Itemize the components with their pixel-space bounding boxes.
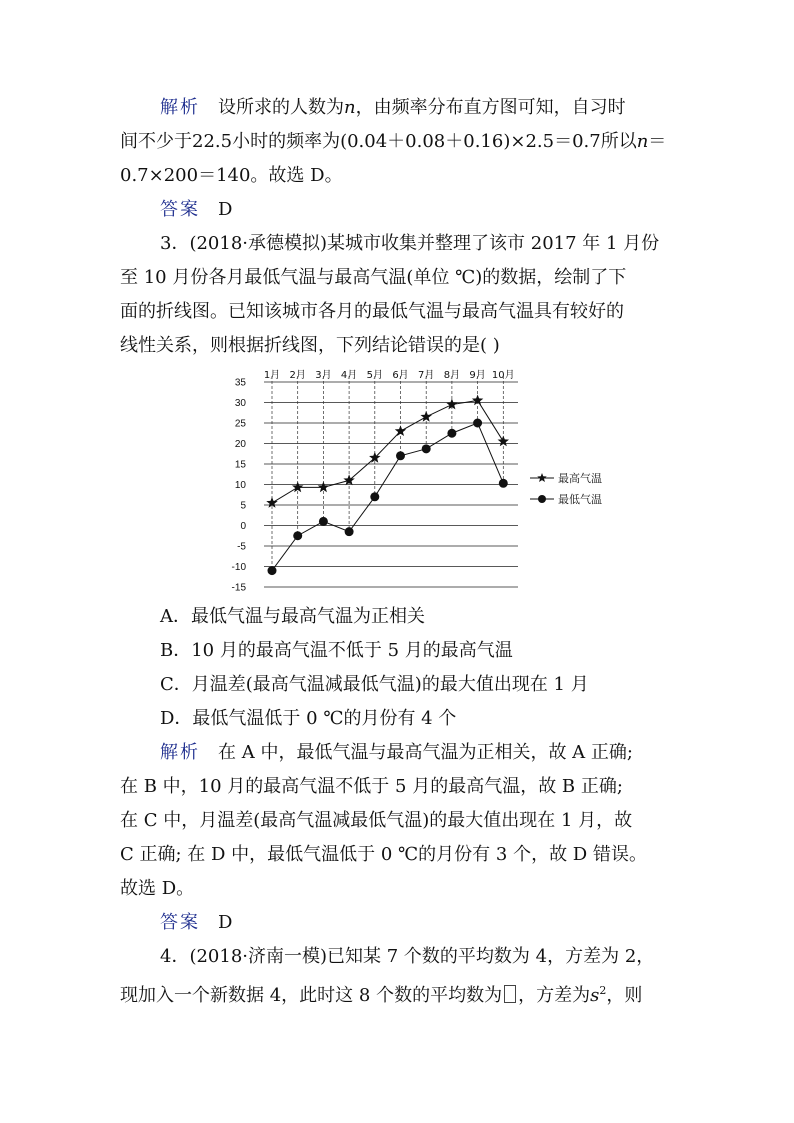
solution-paragraph-2-line-1 (160, 741, 633, 765)
solution-paragraph-1-line-3: 0.7×200＝140。故选 D。 (120, 165, 343, 186)
text: 间不少于22.5小时的频率为(0.04＋0.08＋0.16)×2.5＝0.7所以 (120, 131, 637, 152)
y-tick-label: 20 (234, 439, 246, 450)
solution-paragraph-2-line-2: 在 B 中，10 月的最高气温不低于 5 月的最高气温，故 B 正确; (120, 776, 623, 797)
x-tick-label: 8月 (443, 370, 461, 381)
min-temp-point (499, 479, 508, 488)
solution-paragraph-1-line-2 (120, 130, 666, 154)
answer-line-1 (160, 198, 232, 222)
legend-star-icon (537, 473, 547, 482)
y-tick-label: 5 (240, 500, 246, 512)
min-temp-point (293, 531, 302, 540)
max-temp-point (395, 425, 406, 436)
text: ，方差为 (518, 985, 591, 1006)
legend-circle-icon (538, 495, 546, 503)
answer-line-2 (160, 911, 232, 935)
answer-label: 答案 (160, 199, 200, 220)
x-tick-label: 2月 (289, 370, 306, 381)
min-temp-point (370, 492, 379, 501)
y-tick-label: 30 (234, 398, 246, 409)
answer-value: D (218, 912, 233, 933)
question-3-line-2: 至 10 月份各月最低气温与最高气温(单位 ℃)的数据，绘制了下 (120, 267, 627, 288)
solution-label: 解析 (160, 97, 200, 118)
answer-label: 答案 (160, 912, 200, 933)
question-3-line-1: 3．(2018·承德模拟)某城市收集并整理了该市 2017 年 1 月份 (160, 233, 660, 254)
solution-paragraph-1-line-1 (160, 96, 626, 120)
x-tick-label: 3月 (315, 370, 332, 381)
text: 在 A 中，最低气温与最高气温为正相关，故 A 正确; (218, 742, 633, 763)
option-d: D．最低气温低于 0 ℃的月份有 4 个 (160, 708, 457, 729)
question-4-line-2 (120, 979, 642, 1008)
legend-label-max: 最高气温 (558, 472, 602, 485)
min-temp-point (345, 527, 354, 536)
max-temp-point (420, 411, 431, 422)
min-temp-point (396, 451, 405, 460)
solution-label: 解析 (160, 742, 200, 763)
max-temp-point (498, 435, 509, 446)
min-temp-point (319, 517, 328, 526)
solution-paragraph-2-line-5: 故选 D。 (120, 878, 195, 899)
x-tick-label: 5月 (366, 370, 383, 381)
min-temp-point (473, 419, 482, 428)
y-tick-label: 0 (240, 521, 246, 532)
y-tick-label: -5 (237, 541, 246, 553)
blank-box (504, 985, 516, 1003)
y-tick-label: -10 (231, 562, 246, 573)
min-temp-point (447, 429, 456, 438)
option-a: A．最低气温与最高气温为正相关 (160, 606, 425, 627)
variable-n: n (636, 131, 649, 152)
temperature-line-chart (228, 366, 628, 596)
y-tick-label: 15 (234, 459, 246, 471)
variable-s: s (590, 985, 600, 1006)
y-tick-label: 35 (234, 377, 246, 389)
option-b: B．10 月的最高气温不低于 5 月的最高气温 (160, 640, 513, 661)
option-c: C．月温差(最高气温减最低气温)的最大值出现在 1 月 (160, 674, 589, 695)
question-3-line-3: 面的折线图。已知该城市各月的最低气温与最高气温具有较好的 (120, 301, 624, 322)
answer-value: D (218, 199, 233, 220)
min-temp-point (268, 566, 277, 575)
question-4-line-1: 4．(2018·济南一模)已知某 7 个数的平均数为 4，方差为 2， (160, 946, 655, 967)
x-tick-label: 6月 (392, 370, 409, 381)
x-tick-label: 9月 (469, 370, 486, 381)
y-tick-label: 10 (234, 480, 246, 491)
max-temp-point (292, 481, 303, 492)
y-tick-label: -15 (231, 582, 246, 594)
question-3-line-4: 线性关系，则根据折线图，下列结论错误的是( ) (120, 335, 500, 356)
text: ＝ (648, 131, 667, 152)
solution-paragraph-2-line-3: 在 C 中，月温差(最高气温减最低气温)的最大值出现在 1 月，故 (120, 810, 633, 831)
exponent: 2 (599, 984, 607, 997)
text: 设所求的人数为 (218, 97, 344, 118)
series-line-max (272, 400, 503, 503)
text: ，则 (606, 985, 643, 1006)
y-tick-label: 25 (234, 418, 246, 430)
x-tick-label: 10月 (491, 370, 515, 381)
variable-n: n (344, 97, 356, 118)
max-temp-point (318, 481, 329, 492)
solution-paragraph-2-line-4: C 正确; 在 D 中，最低气温低于 0 ℃的月份有 3 个，故 D 错误。 (120, 844, 647, 865)
x-tick-label: 7月 (418, 370, 435, 381)
text: 现加入一个新数据 4，此时这 8 个数的平均数为 (120, 985, 503, 1006)
x-tick-label: 1月 (263, 370, 281, 381)
legend-label-min: 最低气温 (558, 493, 602, 506)
x-tick-label: 4月 (340, 370, 358, 381)
text: ，由频率分布直方图可知，自习时 (355, 97, 626, 118)
min-temp-point (422, 444, 431, 453)
